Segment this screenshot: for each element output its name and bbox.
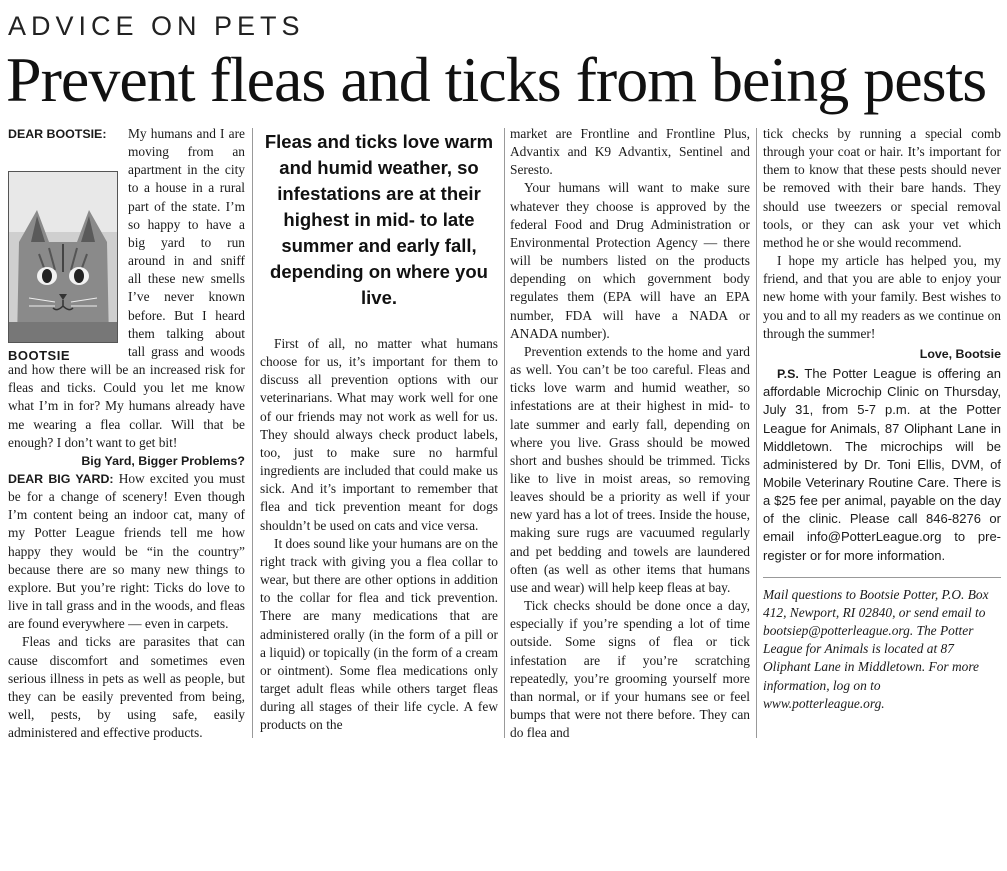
column3-paragraph-0: market are Frontline and Frontline Plus, Advantix and K9 Advantix, Sentinel and Seresto.: [510, 126, 750, 178]
cat-photo-icon: [9, 172, 117, 342]
divider: [763, 577, 1001, 578]
signoff: Love, Bootsie: [919, 346, 1001, 361]
photo-caption: BOOTSIE: [8, 348, 71, 364]
column-divider: [252, 128, 253, 738]
column4-paragraph-0: tick checks by running a special comb through your coat or hair. It’s important for them to know that these pests should never be removed with their bare hands. They should use tweezers or special removal tools, or they can ask your vet which method he or she would recommend.: [763, 126, 1001, 250]
letter-body: My humans and I are moving from an apartment in the city to a house in a rural part of the state. I’m so happy to have a big yard to run around in and sniff all these new smells I’ve never known before. But I heard them talking about tall grass and woods and how there will be an increased risk for fleas and ticks. Could you let me know what I’m in for? My humans already have me wearing a flea collar. Will that be enough? I don’t want to get bit!: [8, 126, 245, 450]
column-divider: [504, 128, 505, 738]
section-kicker: ADVICE ON PETS: [8, 11, 305, 41]
answer-lead: DEAR BIG YARD:: [8, 471, 114, 486]
ps-paragraph: [763, 365, 1001, 565]
column2-paragraph-2: It does sound like your humans are on the right track with giving you a flea collar to wear, but there are other options in addition to the collar for flea and tick prevention. There are many medications that are administered orally (in the form of a pill or a liquid) or topically (in the form of a cream or ointment). Some flea medications only target adult fleas while others target fleas during all stages of their life cycle. A few products on the: [260, 535, 498, 733]
pull-quote: Fleas and ticks love warm and humid weather, so infestations are at their highest in mid- to late summer and early fall, depending on where you live.: [264, 131, 494, 308]
letter-signature: Big Yard, Bigger Problems?: [81, 453, 245, 468]
column3-paragraph-1: Your humans will want to make sure whatever they choose is approved by the federal Food and Drug Administration or Environmental Protection Agency — there will be numbers listed on the products depending on which government body regulates them (EPA will have an EPA number, FDA will have a NADA or ANADA number).: [510, 180, 750, 341]
column3-paragraph-2: Prevention extends to the home and yard as well. You can’t be too careful. Fleas and ticks love warm and humid weather, so infestations are at their highest in mid- to late summer and early fall, depending on where you live. Grass should be mowed short and bushes should be trimmed. Ticks like to live in moist areas, so removing leaves should be a priority as well if your new yard has a lot of trees. Inside the house, making sure rugs are vacuumed regularly and pet bedding and towels are laundered often (as well as other items that humans use and wear) will help keep fleas at bay.: [510, 343, 750, 595]
answer-text-1: How excited you must be for a change of scenery! Even though I’m content being an indoor cat, many of my Potter League friends tell me how happy they would be “in the country” because there are so many new things to explore. But you’re right: Ticks do love to live in tall grass and in the woods, and fleas are found everywhere — even in carpets.: [8, 470, 245, 632]
headline: Prevent fleas and ticks from being pests: [6, 44, 987, 115]
cat-photo: [8, 171, 118, 343]
column-3: [510, 125, 750, 742]
column-divider: [756, 128, 757, 738]
column4-paragraph-1: I hope my article has helped you, my friend, and that you are able to enjoy your new home with your family. Best wishes to you and to all my readers as we continue on through the summer!: [763, 253, 1001, 341]
answer-paragraph-1: [8, 470, 245, 633]
column-4: [763, 125, 1001, 713]
column3-paragraph-3: Tick checks should be done once a day, especially if you’re spending a lot of time outside. Some signs of flea or tick infestation are if you’re scratching repeatedly, you’re grooming yourself more than normal, or if your humans see or feel bumps that were not there before. They can do flea and: [510, 598, 750, 741]
column2-paragraph-1: First of all, no matter what humans choose for us, it’s important for them to discuss all prevention options with our veterinarians. What may work well for one of our friends may not work as well for us. They should always check product labels, too, just to make sure no harmful ingredients are included that could make us sick. And it’s important to remember that flea and tick prevention meant for dogs shouldn’t be used on cats and vice versa.: [260, 336, 498, 533]
column-1: [8, 125, 245, 742]
letter-lead: DEAR BOOTSIE:: [8, 127, 107, 141]
column-2: [260, 125, 498, 734]
mail-info: Mail questions to Bootsie Potter, P.O. Box 412, Newport, RI 02840, or send email to bootsiep@potterleague.org. The Potter League for Animals is located at 87 Oliphant Lane in Middletown. For more information, log on to www.potterleague.org.: [763, 586, 989, 711]
ps-label: P.S.: [777, 367, 799, 382]
ps-text: The Potter League is offering an affordable Microchip Clinic on Thursday, July 31, from 5-7 p.m. at the Potter League for Animals, 87 Oliphant Lane in Middletown. The microchips will be administered by Dr. Toni Ellis, DVM, of Mobile Veterinary Routine Care. There is a $25 fee per animal, payable on the day of the clinic. Please call 846-8276 or email info@PotterLeague.org to pre-register or for more information.: [763, 366, 1001, 563]
answer-paragraph-2: Fleas and ticks are parasites that can cause discomfort and sometimes even serious illness in pets as well as people, but they can be easily prevented from being, well, pests, by using safe, easily administered and effective products.: [8, 634, 245, 741]
photo-block: [8, 143, 120, 364]
